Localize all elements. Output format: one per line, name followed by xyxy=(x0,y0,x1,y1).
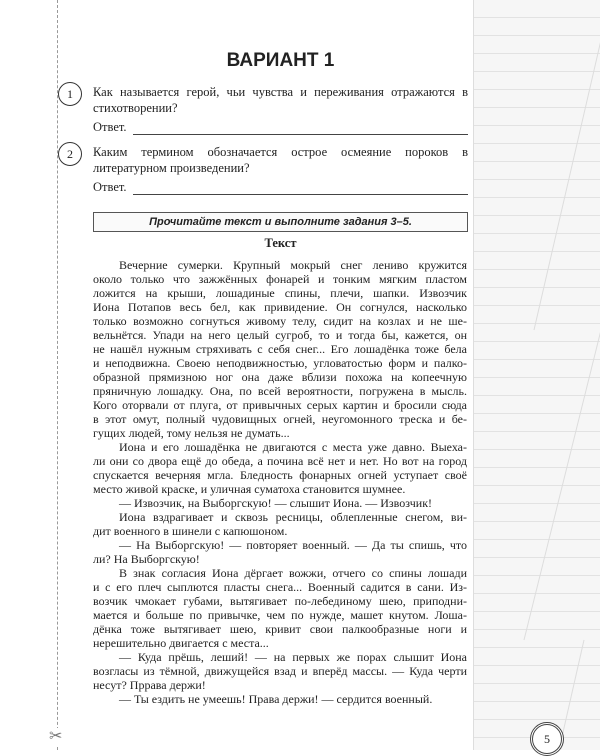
text-line: вельнётся. Упади на него целый сугроб, то и тогда бы, кажется, он xyxy=(93,328,467,342)
text-line: ли? На Выборгскую! xyxy=(93,552,200,566)
answer-line[interactable] xyxy=(133,182,468,195)
cut-line xyxy=(57,0,58,750)
text-line: дит военного в шинели с капюшоном. xyxy=(93,524,288,538)
answer-label: Ответ. xyxy=(93,180,127,194)
text-line: В знак согласия Иона дёргает вожжи, отчего со спины лошади xyxy=(119,566,467,580)
text-line: около только что зажжённых фонарей и тонким мягким пластом xyxy=(93,272,467,286)
page-title: ВАРИАНТ 1 xyxy=(226,50,335,71)
question-number-1: 1 xyxy=(58,82,82,106)
text-line: Кого оторвали от плуга, от привычных серых картин и бросили сюда xyxy=(93,398,467,412)
text-heading: Текст xyxy=(264,236,297,250)
text-line: — Извозчик, на Выборгскую! — слышит Иона. — Извозчик! xyxy=(119,496,433,510)
answer-label: Ответ. xyxy=(93,120,127,134)
text-line: не нашёл нужным стряхивать с себя снег... Его лошадёнка тоже бела xyxy=(93,342,467,356)
text-line: и неподвижна. Своею неподвижностью, угловатостью форм и палко- xyxy=(93,356,467,370)
text-line: гущих людей, тому нельзя не думать... xyxy=(93,426,290,440)
question-2-text: Каким термином обозначается острое осмеяние пороков в литературном произведении? xyxy=(93,145,468,175)
text-line: пряничную лошадку. Она, по всей вероятности, погружена в мысль. xyxy=(93,384,467,398)
text-line: в этот омут, полный чудовищных огней, неугомонного треска и бе- xyxy=(93,412,467,426)
page-number: 5 xyxy=(530,722,564,756)
text-line: Иона и его лошадёнка не двигаются с места уже давно. Выеха- xyxy=(119,440,467,454)
instruction-box: Прочитайте текст и выполните задания 3–5. xyxy=(93,212,468,232)
text-line: Вечерние сумерки. Крупный мокрый снег лениво кружится xyxy=(119,258,467,272)
answer-field-2[interactable] xyxy=(93,180,468,195)
text-line: дёнка тоже вытягивает шею, кривит свои палкообразные ноги и xyxy=(93,622,467,636)
text-line: — Куда прёшь, леший! — на первых же порах слышит Иона xyxy=(119,650,467,664)
text-line: Иона Потапов весь бел, как привидение. Он согнулся, насколько xyxy=(93,300,467,314)
text-line: несут? Пррава держи! xyxy=(93,678,206,692)
text-line: только возможно согнуться живому телу, сидит на козлах и не ше- xyxy=(93,314,467,328)
text-line: спускается вечерняя мгла. Бледность фонарных огней уступает своё xyxy=(93,468,467,482)
question-1-text: Как называется герой, чьи чувства и переживания отражаются в стихотворении? xyxy=(93,85,468,115)
answer-line[interactable] xyxy=(133,122,468,135)
lined-paper-background xyxy=(473,0,600,750)
text-line: — На Выборгскую! — повторяет военный. — Да ты спишь, что xyxy=(119,538,467,552)
text-line: возгласы из тёмной, движущейся взад и вперёд массы. — Куда черти xyxy=(93,664,467,678)
question-number-2: 2 xyxy=(58,142,82,166)
diagonal-lines xyxy=(474,0,600,750)
text-line: — Ты ездить не умеешь! Права держи! — сердится военный. xyxy=(119,692,433,706)
scissors-icon: ✂ xyxy=(49,728,63,745)
text-line: возчик чмокает губами, вытягивает по-лебединому шею, приподни- xyxy=(93,594,467,608)
text-line: Иона вздрагивает и сквозь ресницы, облепленные снегом, ви- xyxy=(119,510,467,524)
text-line: ложится на крыши, лошадиные спины, плечи, шапки. Извозчик xyxy=(93,286,467,300)
text-body xyxy=(93,258,467,706)
text-line: нерешительно двигается с места... xyxy=(93,636,269,650)
text-line: мается и больше по привычке, чем по нужде, машет кнутом. Лоша- xyxy=(93,608,467,622)
text-line: ли они со двора ещё до обеда, а почина всё нет и нет. Но вот на город xyxy=(93,454,467,468)
text-line: и с его плеч сыплются пласты снега... Военный садится в сани. Из- xyxy=(93,580,467,594)
answer-field-1[interactable] xyxy=(93,120,468,135)
text-line: место живой краске, и уличная суматоха становится шумнее. xyxy=(93,482,406,496)
text-line: образной прямизною ног она даже вблизи похожа на копеечную xyxy=(93,370,467,384)
